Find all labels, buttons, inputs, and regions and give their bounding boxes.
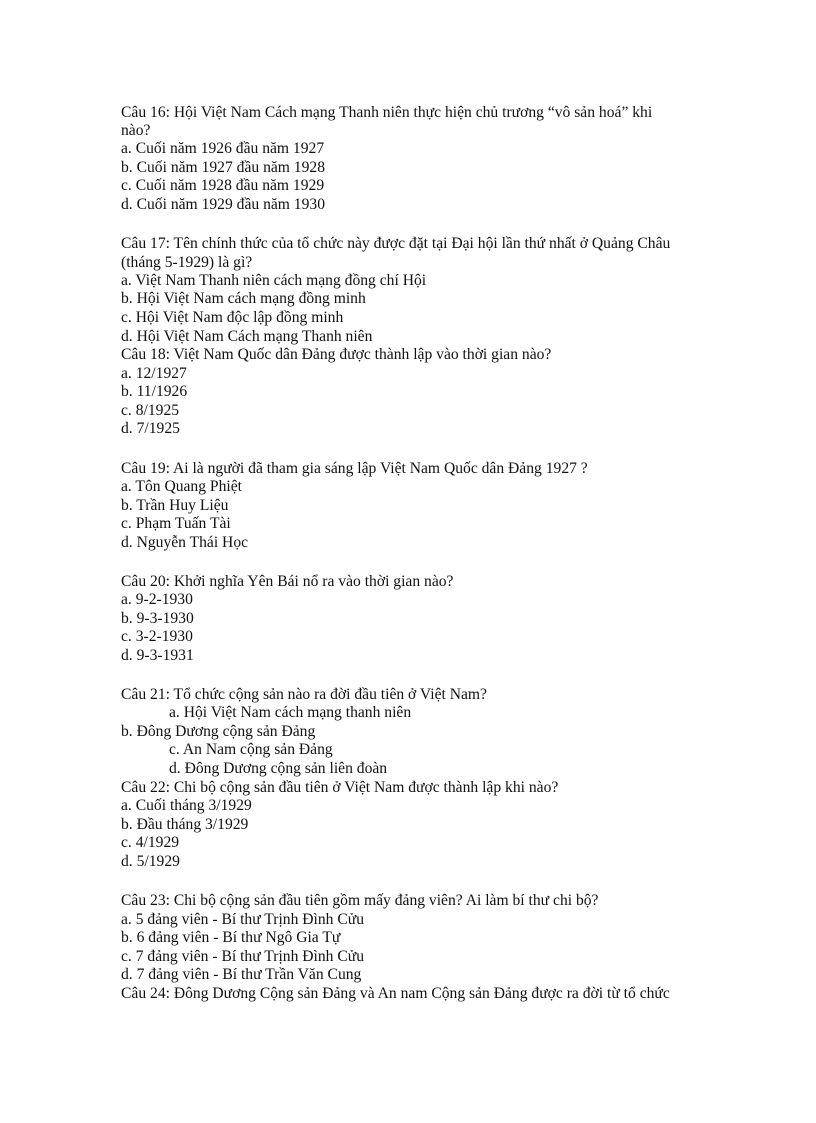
question-21-option-d: d. Đông Dương cộng sản liên đoàn [169,760,388,777]
question-22-option-c: c. 4/1929 [121,834,180,851]
question-22-option-d: d. 5/1929 [121,853,180,870]
question-17-option-d: d. Hội Việt Nam Cách mạng Thanh niên [121,328,373,345]
question-16-option-b: b. Cuối năm 1927 đầu năm 1928 [121,159,325,176]
question-18-option-b: b. 11/1926 [121,383,188,400]
question-23-text: Câu 23: Chi bộ cộng sản đầu tiên gồm mấy đảng viên? Ai làm bí thư chi bộ? [121,892,599,909]
question-19-text: Câu 19: Ai là người đã tham gia sáng lập Việt Nam Quốc dân Đảng 1927 ? [121,460,588,477]
question-17-option-a: a. Việt Nam Thanh niên cách mạng đồng chí Hội [121,272,427,289]
question-22-text: Câu 22: Chi bộ cộng sản đầu tiên ở Việt Nam được thành lập khi nào? [121,779,559,796]
question-20-text: Câu 20: Khởi nghĩa Yên Bái nổ ra vào thời gian nào? [121,573,454,590]
question-19-option-c: c. Phạm Tuấn Tài [121,515,231,532]
question-17-text-cont: (tháng 5-1929) là gì? [121,254,253,271]
question-20-option-d: d. 9-3-1931 [121,647,194,664]
question-23-option-c: c. 7 đảng viên - Bí thư Trịnh Đình Cửu [121,948,365,965]
question-23-option-d: d. 7 đảng viên - Bí thư Trần Văn Cung [121,966,362,983]
question-16-option-d: d. Cuối năm 1929 đầu năm 1930 [121,196,325,213]
question-22-option-a: a. Cuối tháng 3/1929 [121,797,252,814]
question-20-option-a: a. 9-2-1930 [121,591,193,608]
question-18-option-d: d. 7/1925 [121,420,180,437]
question-18-option-c: c. 8/1925 [121,402,180,419]
question-17-text: Câu 17: Tên chính thức của tổ chức này được đặt tại Đại hội lần thứ nhất ở Quảng Châu [121,235,671,252]
question-19-option-a: a. Tôn Quang Phiệt [121,478,242,495]
question-20-option-b: b. 9-3-1930 [121,610,194,627]
question-21-option-a: a. Hội Việt Nam cách mạng thanh niên [169,704,412,721]
question-23-option-b: b. 6 đảng viên - Bí thư Ngô Gia Tự [121,929,341,946]
question-21-option-b: b. Đông Dương cộng sản Đảng [121,723,316,740]
question-19-option-b: b. Trần Huy Liệu [121,497,229,514]
question-16-text-cont: nào? [121,122,151,139]
question-16-option-a: a. Cuối năm 1926 đầu năm 1927 [121,140,325,157]
question-17-option-c: c. Hội Việt Nam độc lập đồng minh [121,309,344,326]
question-19-option-d: d. Nguyễn Thái Học [121,534,249,551]
question-18-option-a: a. 12/1927 [121,365,187,382]
question-21-text: Câu 21: Tổ chức cộng sản nào ra đời đầu tiên ở Việt Nam? [121,686,487,703]
question-16-option-c: c. Cuối năm 1928 đầu năm 1929 [121,177,325,194]
question-16-text: Câu 16: Hội Việt Nam Cách mạng Thanh niên thực hiện chủ trương “vô sản hoá” khi [121,104,653,121]
question-22-option-b: b. Đầu tháng 3/1929 [121,816,249,833]
question-23-option-a: a. 5 đảng viên - Bí thư Trịnh Đình Cửu [121,911,365,928]
question-24-text: Câu 24: Đông Dương Cộng sản Đảng và An nam Cộng sản Đảng được ra đời từ tổ chức [121,985,670,1002]
question-18-text: Câu 18: Việt Nam Quốc dân Đảng được thành lập vào thời gian nào? [121,346,552,363]
question-20-option-c: c. 3-2-1930 [121,628,193,645]
question-17-option-b: b. Hội Việt Nam cách mạng đồng minh [121,290,366,307]
question-21-option-c: c. An Nam cộng sản Đảng [169,741,333,758]
